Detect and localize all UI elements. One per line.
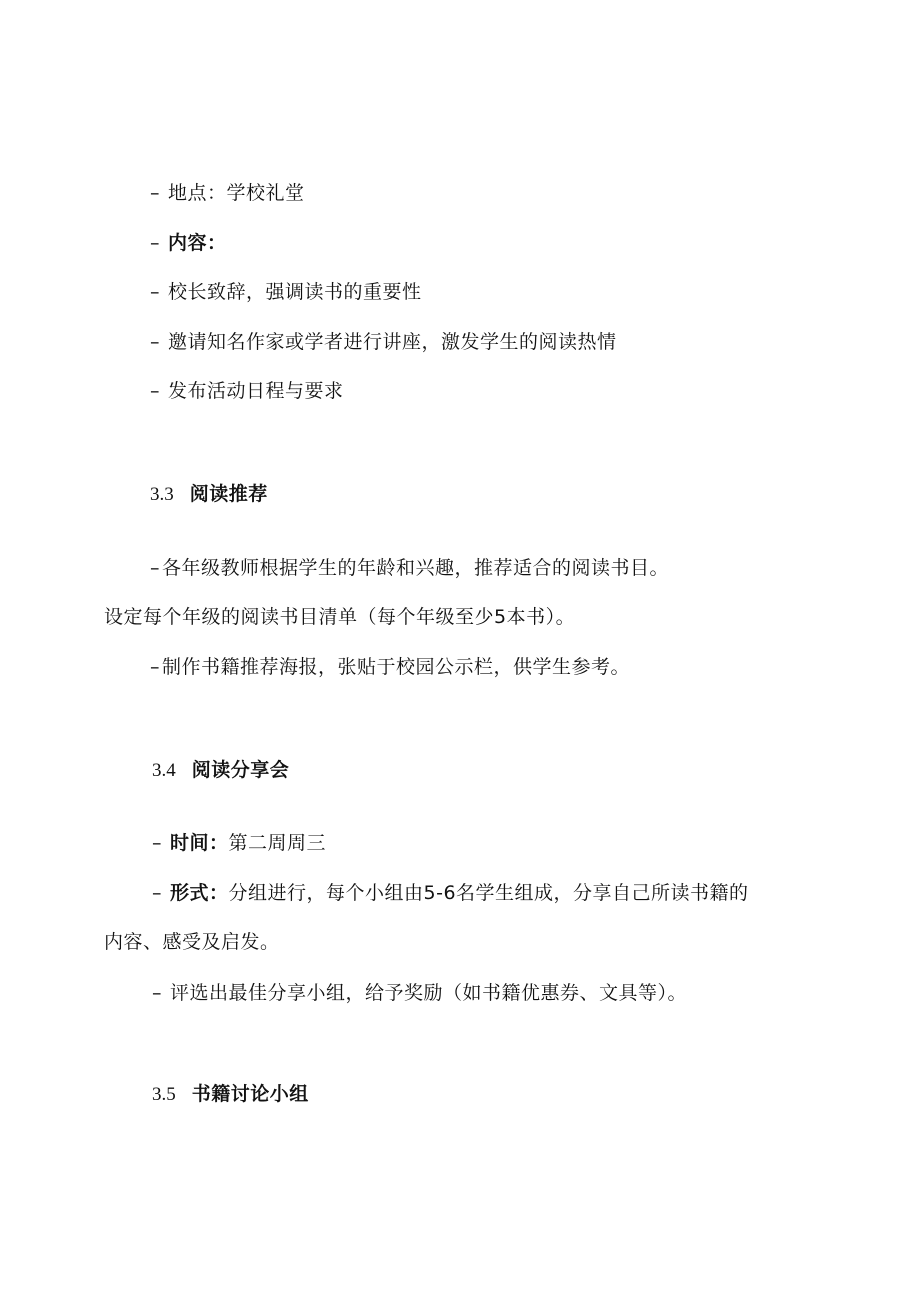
bullet-dash: – (150, 656, 160, 678)
time-value: 第二周周三 (228, 832, 327, 854)
recommend-line-1 (150, 555, 669, 581)
recommend-line-3 (150, 654, 630, 680)
recommend-text-3: 制作书籍推荐海报，张贴于校园公示栏，供学生参考。 (162, 656, 631, 678)
format-value: 分组进行，每个小组由5-6名学生组成，分享自己所读书籍的 (228, 882, 749, 904)
bullet-dash: – (152, 982, 162, 1004)
bullet-dash: – (152, 882, 162, 904)
recommend-text-1: 各年级教师根据学生的年龄和兴趣，推荐适合的阅读书目。 (162, 557, 670, 579)
content-item (150, 378, 344, 404)
section-heading-3-3 (150, 481, 268, 508)
recommend-text-2: 设定每个年级的阅读书目清单（每个年级至少5本书）。 (104, 606, 576, 628)
section-number: 3.5 (152, 1084, 176, 1105)
section-title: 阅读分享会 (191, 759, 290, 781)
section-title: 阅读推荐 (189, 483, 268, 505)
location-line (150, 180, 305, 206)
format-line (152, 880, 749, 906)
section-number: 3.3 (150, 484, 174, 505)
time-label: 时间： (170, 832, 229, 854)
bullet-dash: – (150, 557, 160, 579)
format-continuation (104, 929, 280, 955)
time-line (152, 830, 326, 856)
bullet-dash: – (150, 281, 160, 303)
bullet-dash: – (150, 232, 160, 254)
content-item (150, 329, 617, 355)
content-label: 内容： (168, 232, 227, 254)
location-text: 地点：学校礼堂 (168, 182, 305, 204)
format-cont-text: 内容、感受及启发。 (104, 931, 280, 953)
format-label: 形式： (170, 882, 229, 904)
recommend-line-2 (104, 604, 575, 630)
content-label-line (150, 230, 227, 256)
award-line (152, 980, 687, 1006)
content-item (150, 279, 422, 305)
bullet-dash: – (150, 182, 160, 204)
content-item-text: 邀请知名作家或学者进行讲座，激发学生的阅读热情 (168, 331, 617, 353)
section-heading-3-4 (152, 757, 289, 784)
bullet-dash: – (150, 331, 160, 353)
section-number: 3.4 (152, 760, 176, 781)
section-heading-3-5 (152, 1081, 309, 1108)
award-text: 评选出最佳分享小组，给予奖励（如书籍优惠券、文具等）。 (170, 982, 688, 1004)
section-title: 书籍讨论小组 (191, 1083, 309, 1105)
bullet-dash: – (150, 380, 160, 402)
content-item-text: 校长致辞，强调读书的重要性 (168, 281, 422, 303)
bullet-dash: – (152, 832, 162, 854)
content-item-text: 发布活动日程与要求 (168, 380, 344, 402)
